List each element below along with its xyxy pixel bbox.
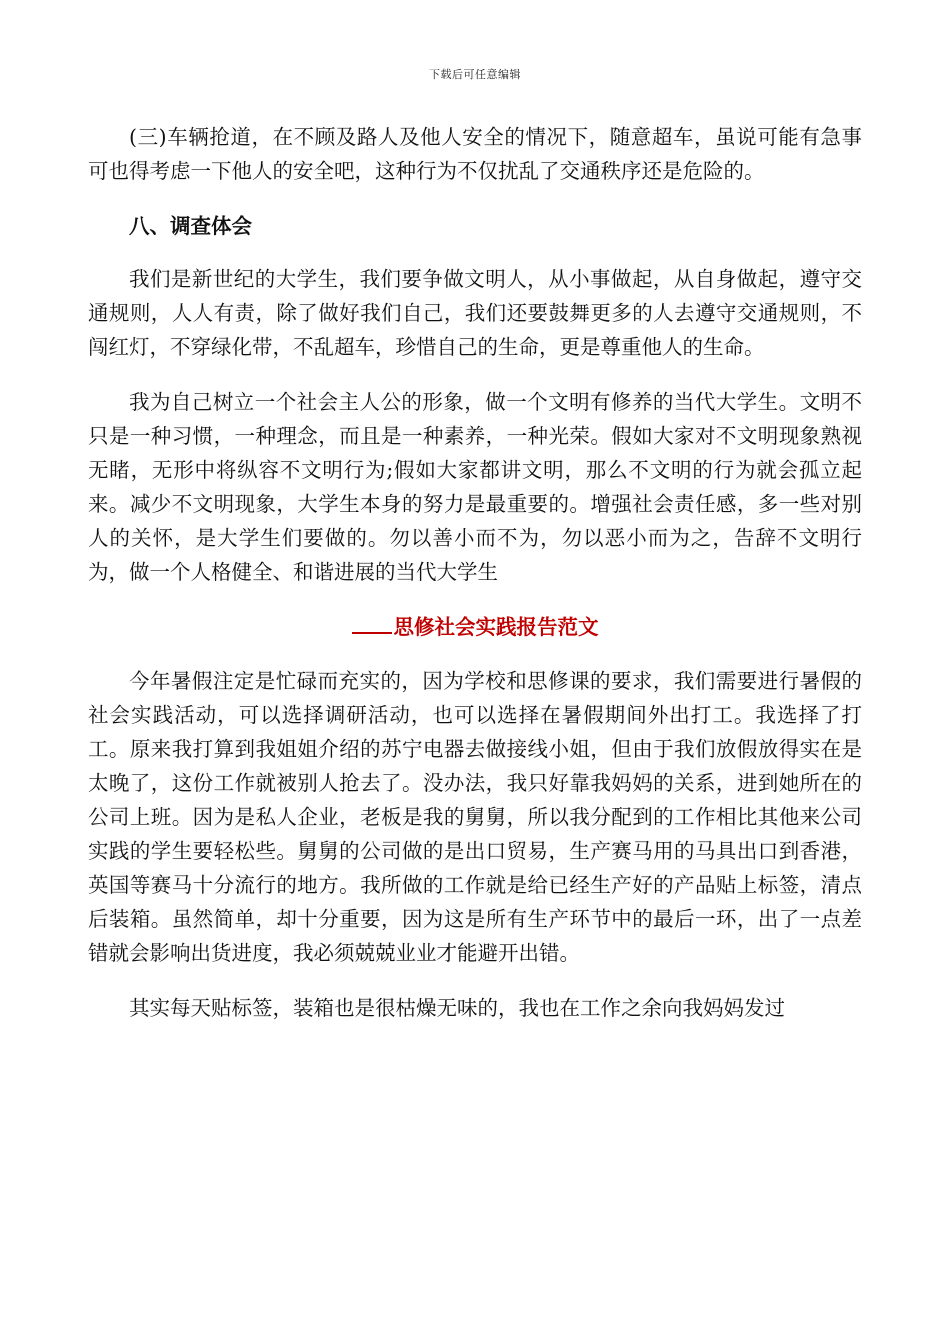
article-title-text: 思修社会实践报告范文 <box>393 615 599 639</box>
article-title <box>88 610 862 644</box>
article-paragraph-2: 其实每天贴标签，装箱也是很枯燥无味的，我也在工作之余向我妈妈发过 <box>129 996 785 1020</box>
paragraph-reflection-1: 我们是新世纪的大学生，我们要争做文明人，从小事做起，从自身做起，遵守交通规则，人人有责，除了做好我们自己，我们还要鼓舞更多的人去遵守交通规则，不闯红灯，不穿绿化带，不乱超车，珍惜自己的生命，更是尊重他人的生命。 <box>88 267 862 359</box>
article-paragraph-1: 今年暑假注定是忙碌而充实的，因为学校和思修课的要求，我们需要进行暑假的社会实践活动，可以选择调研活动，也可以选择在暑假期间外出打工。我选择了打工。原来我打算到我姐姐介绍的苏宁电器去做接线小姐，但由于我们放假放得实在是太晚了，这份工作就被别人抢去了。没办法，我只好靠我妈妈的关系，进到她所在的公司上班。因为是私人企业，老板是我的舅舅，所以我分配到的工作相比其他来公司实践的学生要轻松些。舅舅的公司做的是出口贸易，生产赛马用的马具出口到香港，英国等赛马十分流行的地方。我所做的工作就是给已经生产好的产品贴上标签，清点后装箱。虽然简单，却十分重要，因为这是所有生产环节中的最后一环，出了一点差错就会影响出货进度，我必须兢兢业业才能避开出错。 <box>88 669 862 965</box>
paragraph-item-3: (三)车辆抢道，在不顾及路人及他人安全的情况下，随意超车，虽说可能有急事可也得考虑一下他人的安全吧，这种行为不仅扰乱了交通秩序还是危险的。 <box>88 125 862 183</box>
page-header: 下载后可任意编辑 <box>429 68 521 81</box>
section-heading: 八、调查体会 <box>129 214 252 238</box>
paragraph-reflection-2: 我为自己树立一个社会主人公的形象，做一个文明有修养的当代大学生。文明不只是一种习惯，一种理念，而且是一种素养，一种光荣。假如大家对不文明现象熟视无睹，无形中将纵容不文明行为;假如大家都讲文明，那么不文明的行为就会孤立起来。减少不文明现象，大学生本身的努力是最重要的。增强社会责任感，多一些对别人的关怀，是大学生们要做的。勿以善小而不为，勿以恶小而为之，告辞不文明行为，做一个人格健全、和谐进展的当代大学生 <box>88 390 862 584</box>
title-blank-underline <box>352 631 392 634</box>
document-body <box>88 120 862 1046</box>
